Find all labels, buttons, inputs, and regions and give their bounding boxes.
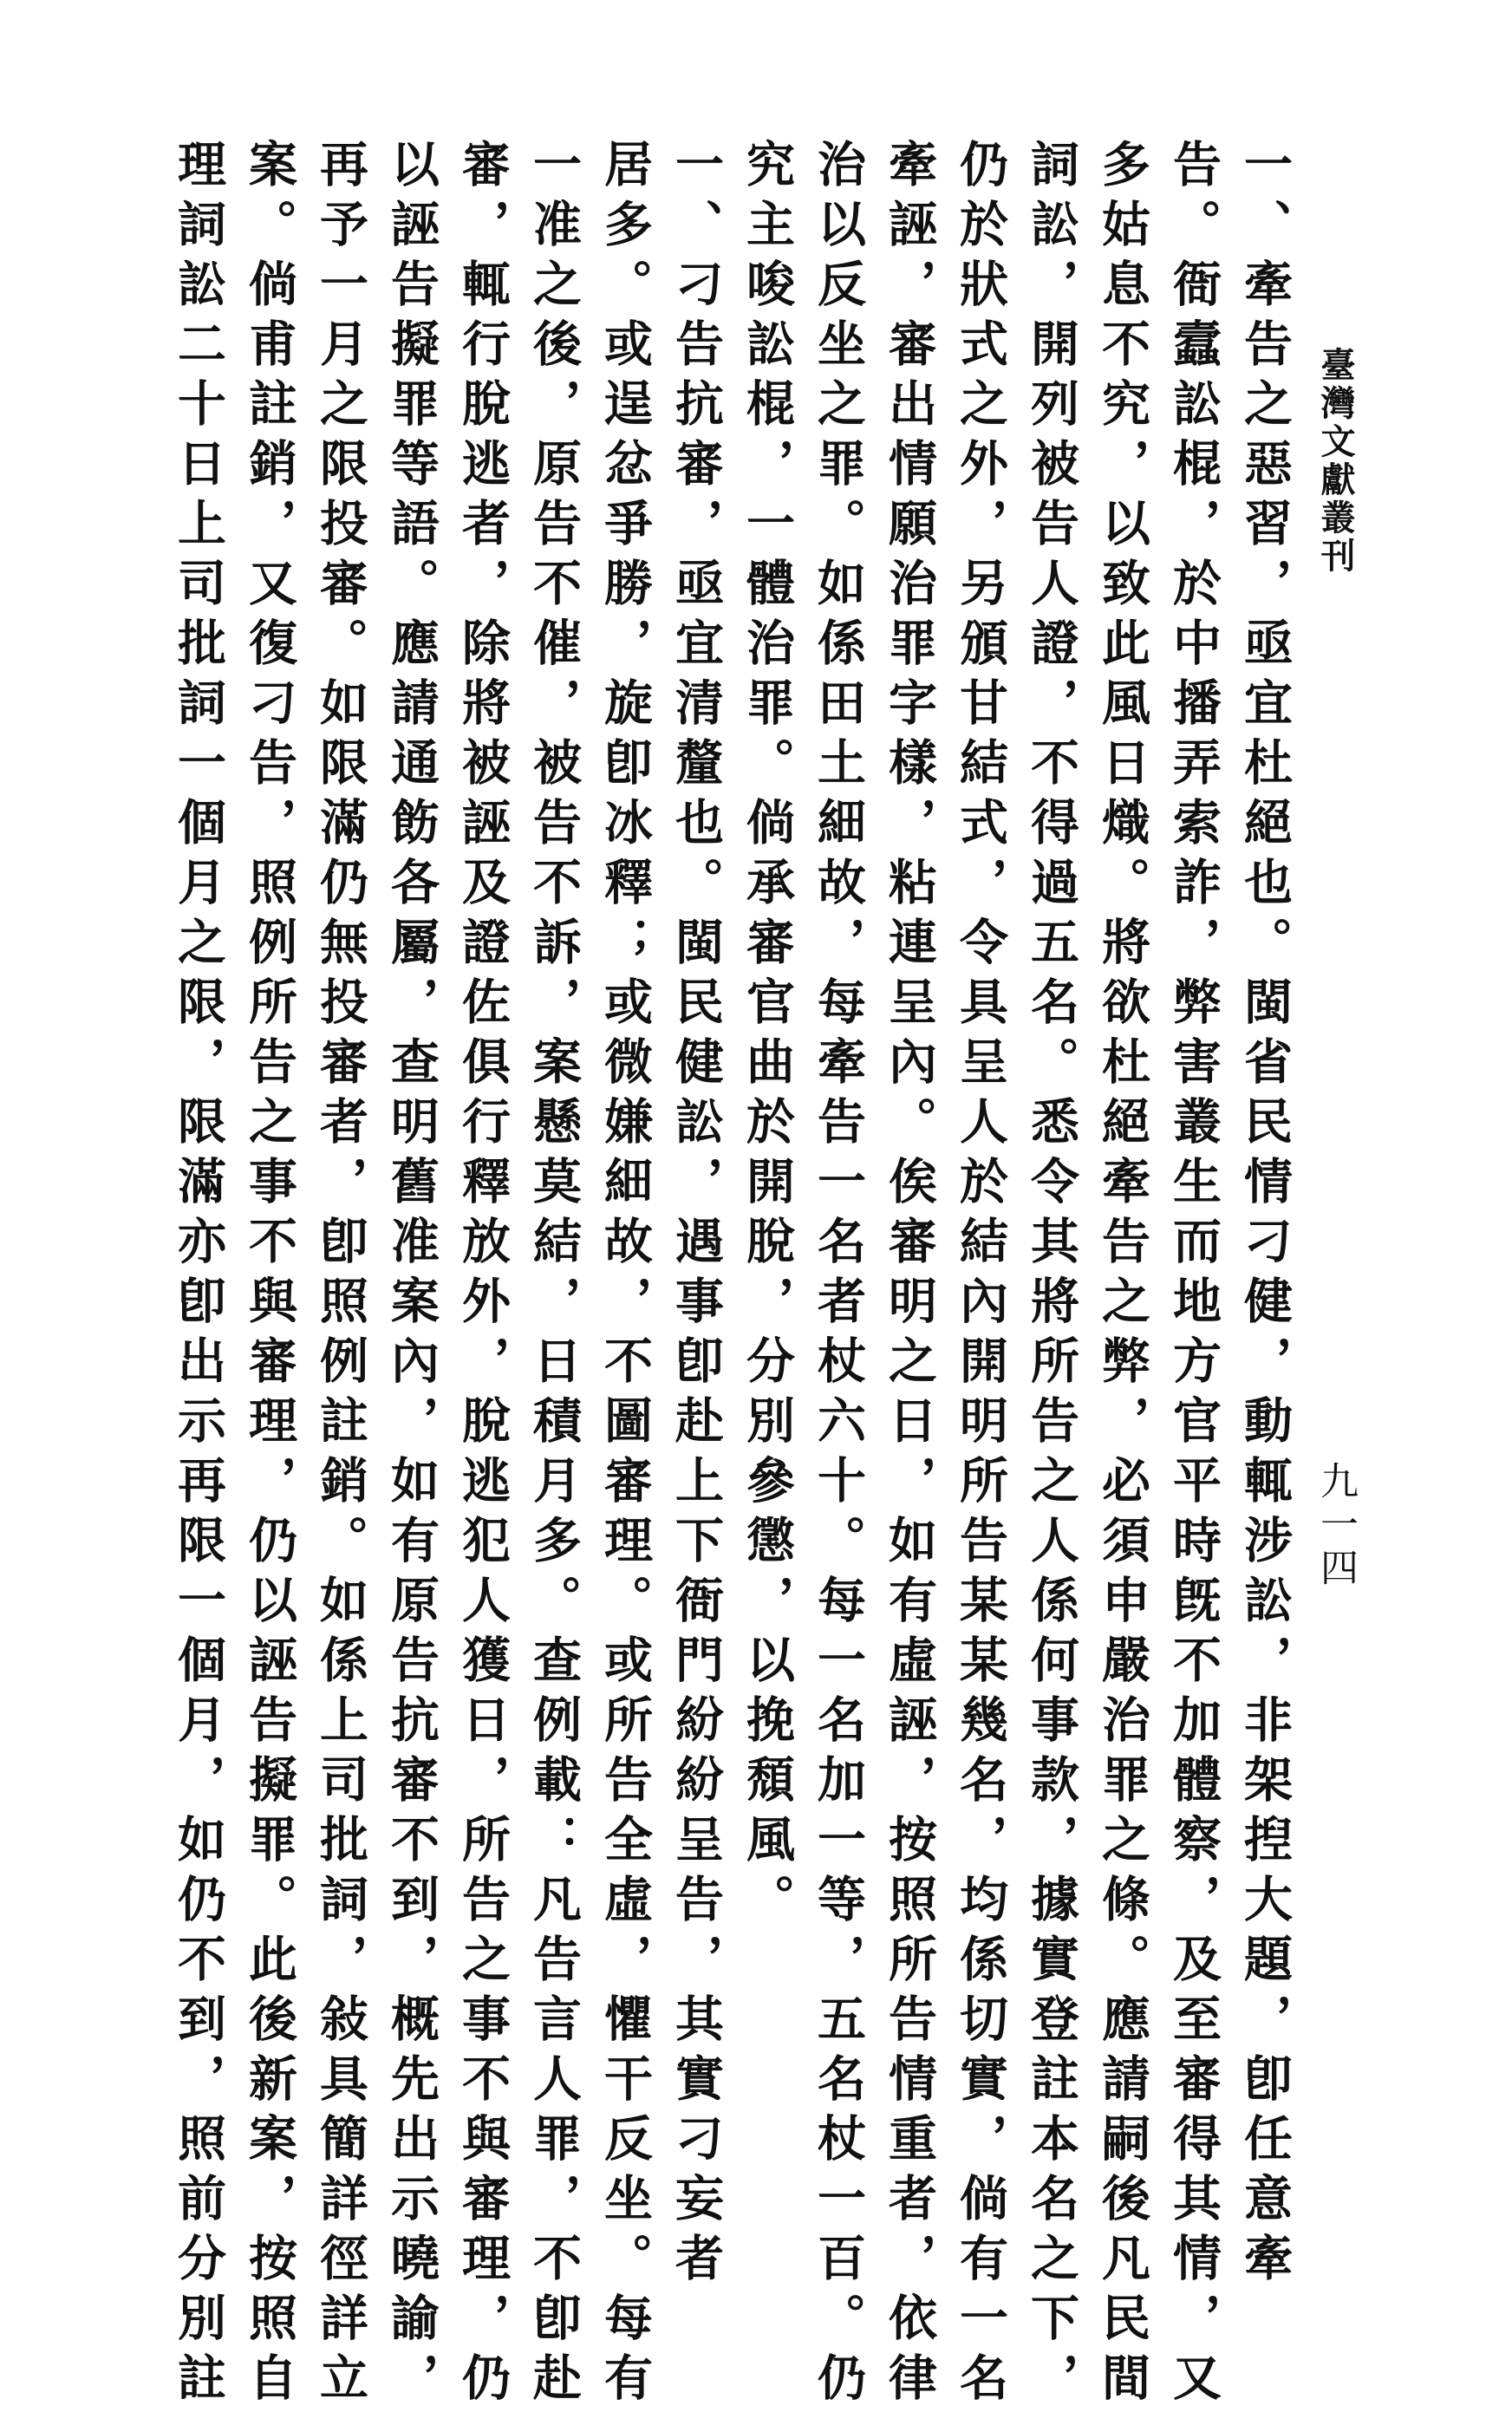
text-line: 一、刁告抗審，亟宜清釐也。閩民健訟，遇事卽赴上下衙門紛紛呈告，其實刁妄者 bbox=[668, 139, 725, 2292]
text-line: 告。衙蠧訟棍，於中播弄索詐，弊害叢生而地方官平時旣不加體察，及至審得其情，又 bbox=[1165, 139, 1222, 2412]
page-number: 九一四 bbox=[1313, 1461, 1358, 1591]
text-line: 牽誣，審出情願治罪字樣，粘連呈內。俟審明之日，如有虛誣，按照所告情重者，依律 bbox=[881, 139, 938, 2412]
text-line: 仍於狀式之外，另頒甘結式，令具呈人於結內開明所告某某幾名，均係切實，倘有一名 bbox=[952, 139, 1009, 2412]
text-line: 理詞訟二十日上司批詞一個月之限，限滿亦卽出示再限一個月，如仍不到，照前分別註 bbox=[170, 139, 227, 2412]
text-line: 詞訟，開列被告人證，不得過五名。悉令其將所告之人係何事款，據實登註本名之下， bbox=[1023, 139, 1080, 2412]
text-line: 多姑息不究，以致此風日熾。將欲杜絕牽告之弊，必須申嚴治罪之條。應請嗣後凡民間 bbox=[1094, 139, 1151, 2412]
text-line: 一、牽告之惡習，亟宜杜絕也。閩省民情刁健，動輒涉訟，非架揑大題，卽任意牽 bbox=[1236, 139, 1294, 2292]
text-line: 居多。或逞忿爭勝，旋卽冰釋；或微嫌細故，不圖審理。或所告全虛，懼干反坐。每有 bbox=[596, 139, 654, 2412]
body-text bbox=[170, 139, 1300, 2412]
text-line: 究主唆訟棍，一體治罪。倘承審官曲於開脫，分別參懲，以挽頹風。 bbox=[739, 139, 796, 1933]
text-line: 審，輒行脫逃者，除將被誣及證佐俱行釋放外，脫逃犯人獲日，所告之事不與審理，仍 bbox=[454, 139, 512, 2412]
text-line: 案。倘甫註銷，又復刁告，照例所告之事不與審理，仍以誣告擬罪。此後新案，按照自 bbox=[241, 139, 298, 2412]
text-line: 一准之後，原告不催，被告不訴，案懸莫結，日積月多。查例載：凡告言人罪，不卽赴 bbox=[525, 139, 583, 2412]
text-line: 治以反坐之罪。如係田土細故，每牽告一名者杖六十。每一名加一等，五名杖一百。仍 bbox=[810, 139, 867, 2412]
text-line: 再予一月之限投審。如限滿仍無投審者，卽照例註銷。如係上司批詞，敍具簡詳徑詳立 bbox=[312, 139, 369, 2412]
running-title: 臺灣文獻叢刊 bbox=[1315, 347, 1356, 576]
text-line: 以誣告擬罪等語。應請通飭各屬，查明舊准案內，如有原告抗審不到，概先出示曉諭， bbox=[383, 139, 440, 2412]
